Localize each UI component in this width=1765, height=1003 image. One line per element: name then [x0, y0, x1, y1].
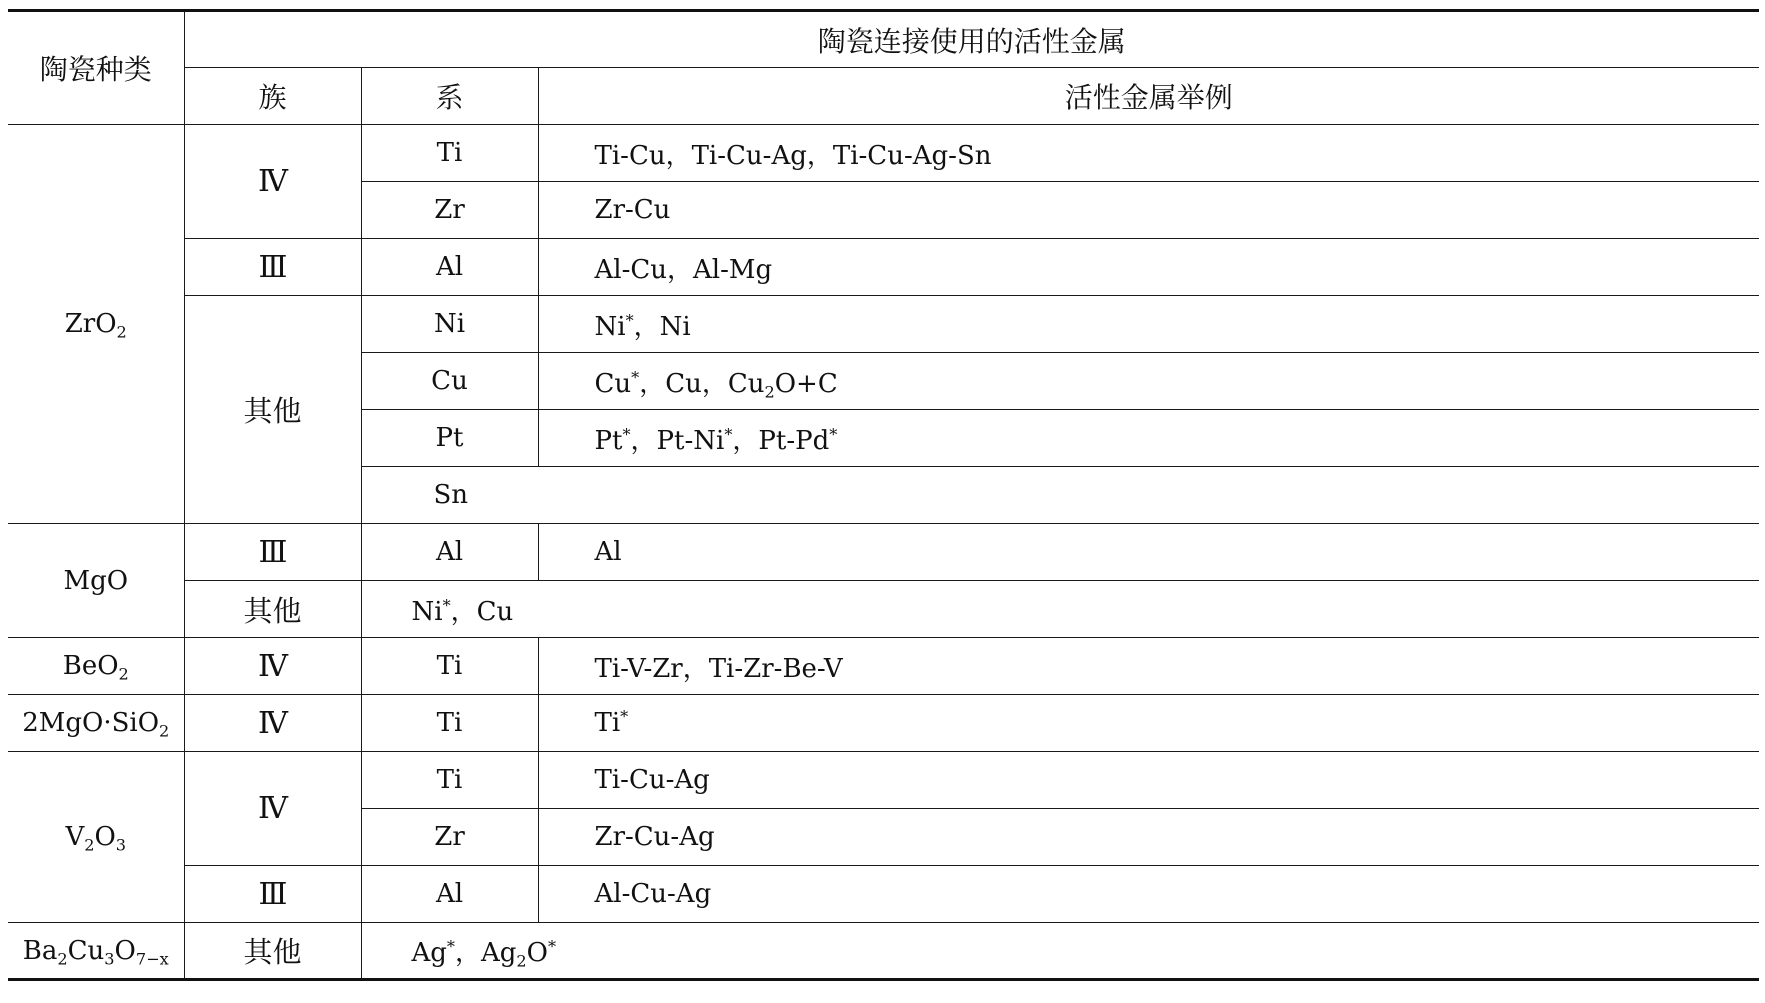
header-row-1 — [8, 11, 1759, 68]
series-cell: Ti — [361, 695, 538, 752]
series-cell: Al — [361, 866, 538, 923]
group-cell: Ⅲ — [184, 524, 361, 581]
ceramic-name: $V_2O_3$ — [65, 822, 127, 855]
examples-header: 活性金属举例 — [538, 68, 1759, 125]
table-row — [8, 524, 1759, 581]
examples-text: Cu*，Cu，$Cu_2O+C$ — [594, 367, 838, 402]
ceramic-name: ZrO$_2$ — [64, 309, 127, 342]
series-cell: Al — [361, 524, 538, 581]
examples-cell: Al-Cu，Al-Mg — [538, 239, 1759, 296]
examples-text: Ag*，$Ag_2O^*$ — [411, 937, 557, 971]
examples-text: Ti* — [594, 707, 629, 738]
ceramic-cell — [8, 125, 184, 524]
series-header: 系 — [361, 68, 538, 125]
ceramic-name: BeO$_2$ — [62, 651, 129, 684]
active-metals-header: 陶瓷连接使用的活性金属 — [184, 11, 1759, 68]
series-cell — [361, 467, 1759, 524]
table-row — [8, 866, 1759, 923]
group-cell: 其他 — [184, 296, 361, 524]
header-row-2 — [8, 68, 1759, 125]
examples-cell — [361, 581, 1759, 638]
examples-cell: Ti-V-Zr，Ti-Zr-Be-V — [538, 638, 1759, 695]
examples-cell: Ti-Cu-Ag — [538, 752, 1759, 809]
table-row — [8, 695, 1759, 752]
examples-cell: Al — [538, 524, 1759, 581]
series-cell: Zr — [361, 809, 538, 866]
table-row — [8, 752, 1759, 809]
series-cell: Ti — [361, 125, 538, 182]
examples-cell: Al-Cu-Ag — [538, 866, 1759, 923]
table-row — [8, 581, 1759, 638]
examples-cell — [361, 923, 1759, 980]
ceramic-cell: MgO — [8, 524, 184, 638]
table-row — [8, 923, 1759, 980]
ceramic-name: 2MgO·SiO$_2$ — [22, 708, 170, 741]
table-row — [8, 125, 1759, 182]
ceramic-cell — [8, 752, 184, 923]
examples-text: Pt*，Pt-Ni*，Pt-Pd* — [594, 424, 838, 456]
group-cell: Ⅲ — [184, 239, 361, 296]
group-cell: Ⅳ — [184, 695, 361, 752]
series-cell: Ni — [361, 296, 538, 353]
examples-cell: Zr-Cu — [538, 182, 1759, 239]
examples-cell — [538, 296, 1759, 353]
group-cell: Ⅳ — [184, 638, 361, 695]
group-cell: 其他 — [184, 923, 361, 980]
series-text: Sn — [433, 480, 469, 510]
active-metals-table — [8, 9, 1759, 981]
examples-cell — [538, 695, 1759, 752]
ceramic-cell — [8, 923, 184, 980]
group-cell: 其他 — [184, 581, 361, 638]
table-row — [8, 638, 1759, 695]
ceramic-name: $Ba_2Cu_3O_{7-x}$ — [22, 935, 169, 969]
ceramic-cell — [8, 638, 184, 695]
series-cell: Ti — [361, 752, 538, 809]
group-cell: Ⅳ — [184, 125, 361, 239]
group-cell: Ⅲ — [184, 866, 361, 923]
examples-text: Ni*，Ni — [594, 310, 691, 342]
examples-cell: Ti-Cu，Ti-Cu-Ag，Ti-Cu-Ag-Sn — [538, 125, 1759, 182]
series-cell: Al — [361, 239, 538, 296]
table-row — [8, 296, 1759, 353]
series-cell: Cu — [361, 353, 538, 410]
examples-text: Ni*，Cu — [411, 595, 514, 627]
group-header: 族 — [184, 68, 361, 125]
series-cell: Ti — [361, 638, 538, 695]
examples-cell — [538, 410, 1759, 467]
series-cell: Zr — [361, 182, 538, 239]
examples-cell: Zr-Cu-Ag — [538, 809, 1759, 866]
table-row — [8, 239, 1759, 296]
ceramic-type-header: 陶瓷种类 — [8, 11, 184, 125]
ceramic-cell — [8, 695, 184, 752]
examples-cell — [538, 353, 1759, 410]
series-cell: Pt — [361, 410, 538, 467]
group-cell: Ⅳ — [184, 752, 361, 866]
